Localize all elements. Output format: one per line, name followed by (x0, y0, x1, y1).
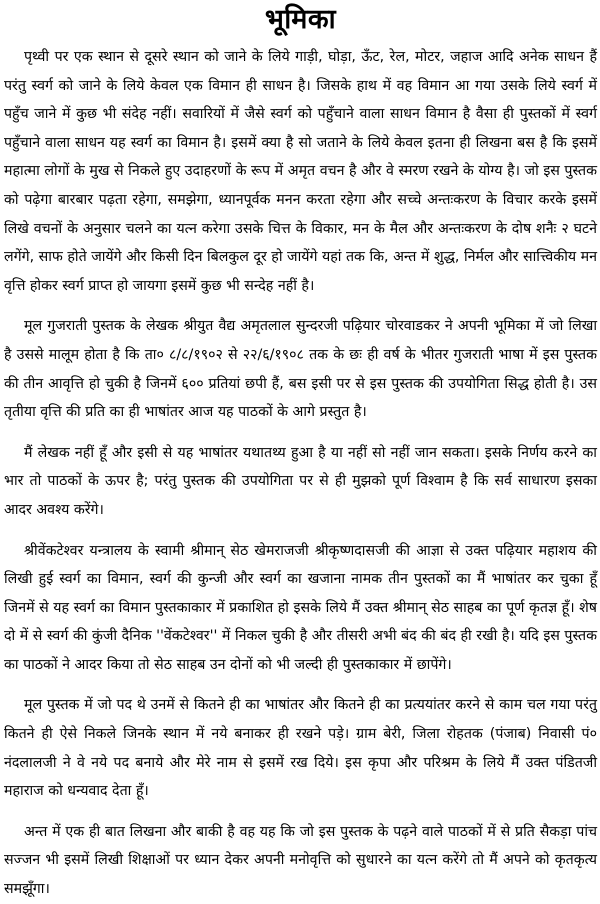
paragraph-3: मैं लेखक नहीं हूँ और इसी से यह भाषांतर यथातथ्य हुआ है या नहीं सो नहीं जान सकता। इसके निर्णय करने का भार तो पाठकों के ऊपर है; परंतु पुस्तक की उपयोगिता पर से ही मुझको पूर्ण विश्वाम है कि सर्व साधारण इसका आदर अवश्य करेंगे। (4, 444, 597, 518)
paragraph-1: पृथ्वी पर एक स्थान से दूसरे स्थान को जाने के लिये गाड़ी, घोड़ा, ऊँट, रेल, मोटर, जहाज आदि अनेक साधन हैं परंतु स्वर्ग को जाने के लिये केवल एक विमान ही साधन है। जिसके हाथ में वह विमान आ गया उसके लिये स्वर्ग में पहुँच जाने में कुछ भी संदेह नहीं। सवारियों में जैसे स्वर्ग को पहुँचाने वाला साधन विमान है वैसा ही पुस्तकों में स्वर्ग पहुँचाने वाला साधन यह स्वर्ग का विमान है। इसमें क्या है सो जताने के लिये केवल इतना ही लिखना बस है कि इसमें महात्मा लोगों के मुख से निकले हुए उदाहरणों के रूप में अमृत वचन है और वे स्मरण रखने के योग्य है। जो इस पुस्तक को पढ़ेगा बारबार पढ़ता रहेगा, समझेगा, ध्यानपूर्वक मनन करता रहेगा और सच्चे अन्तःकरण के विचार करके इसमें लिखे वचनों के अनुसार चलने का यत्न करेगा उसके चित्त के विकार, मन के मैल और अन्तःकरण के दोष शनैः २ घटने लगेंगे, साफ होते जायेंगे और किसी दिन बिलकुल दूर हो जायेंगे यहां तक कि, अन्त में शुद्ध, निर्मल और सात्त्विकीय मन वृत्ति होकर स्वर्ग प्राप्त हो जायगा इसमें कुछ भी सन्देह नहीं है। (4, 49, 597, 294)
paragraph-4: श्रीवेंकटेश्वर यन्त्रालय के स्वामी श्रीमान् सेठ खेमराजजी श्रीकृष्णदासजी की आज्ञा से उक्त पढ़ियार महाशय की लिखी हुई स्वर्ग का विमान, स्वर्ग की कुन्जी और स्वर्ग का खजाना नामक तीन पुस्तकों का मैं भाषांतर कर चुका हूँ जिनमें से यह स्वर्ग का विमान पुस्तकाकार में प्रकाशित हो इसके लिये मैं उक्त श्रीमान् सेठ साहब का पूर्ण कृतज्ञ हूँ। शेष दो में से स्वर्ग की कुंजी दैनिक ''वेंकटेश्वर'' में निकल चुकी है और तीसरी अभी बंद की बंद ही रखी है। यदि इस पुस्तक का पाठकों ने आदर किया तो सेठ साहब उन दोनों को भी जल्दी ही पुस्तकाकार में छापेंगे। (4, 542, 597, 673)
paragraph-5: मूल पुस्तक में जो पद थे उनमें से कितने ही का भाषांतर और कितने ही का प्रत्ययांतर करने से काम चल गया परंतु कितने ही ऐसे निकले जिनके स्थान में नये बनाकर ही रखने पड़े। ग्राम बेरी, जिला रोहतक (पंजाब) निवासी पं० नंदलालजी ने वे नये पद बनाये और मेरे नाम से इसमें रख दिये। इस कृपा और परिश्रम के लिये मैं उक्त पंडितजी महाराज को धन्यवाद देता हूँ। (4, 697, 597, 800)
paragraph-6: अन्त में एक ही बात लिखना और बाकी है वह यह कि जो इस पुस्तक के पढ़ने वाले पाठकों में से प्रति सैकड़ा पांच सज्जन भी इसमें लिखी शिक्षाओं पर ध्यान देकर अपनी मनोवृत्ति को सुधारने का यत्न करेंगे तो मैं अपने को कृतकृत्य समझूँगा। (4, 823, 597, 898)
paragraph-2: मूल गुजराती पुस्तक के लेखक श्रीयुत वैद्य अमृतलाल सुन्दरजी पढ़ियार चोरवाडकर ने अपनी भूमिका में जो लिखा है उससे मालूम होता है कि ता० ८/८/१९०२ से २२/६/१९०८ तक के छः ही वर्ष के भीतर गुजराती भाषा में इस पुस्तक की तीन आवृत्ति हो चुकी है जिनमें ६०० प्रतियां छपी हैं, बस इसी पर से इस पुस्तक की उपयोगिता सिद्ध होती है। उस तृतीया वृत्ति की प्रति का ही भाषांतर आज यह पाठकों के आगे प्रस्तुत है। (4, 318, 597, 421)
page-title: भूमिका (264, 4, 337, 35)
